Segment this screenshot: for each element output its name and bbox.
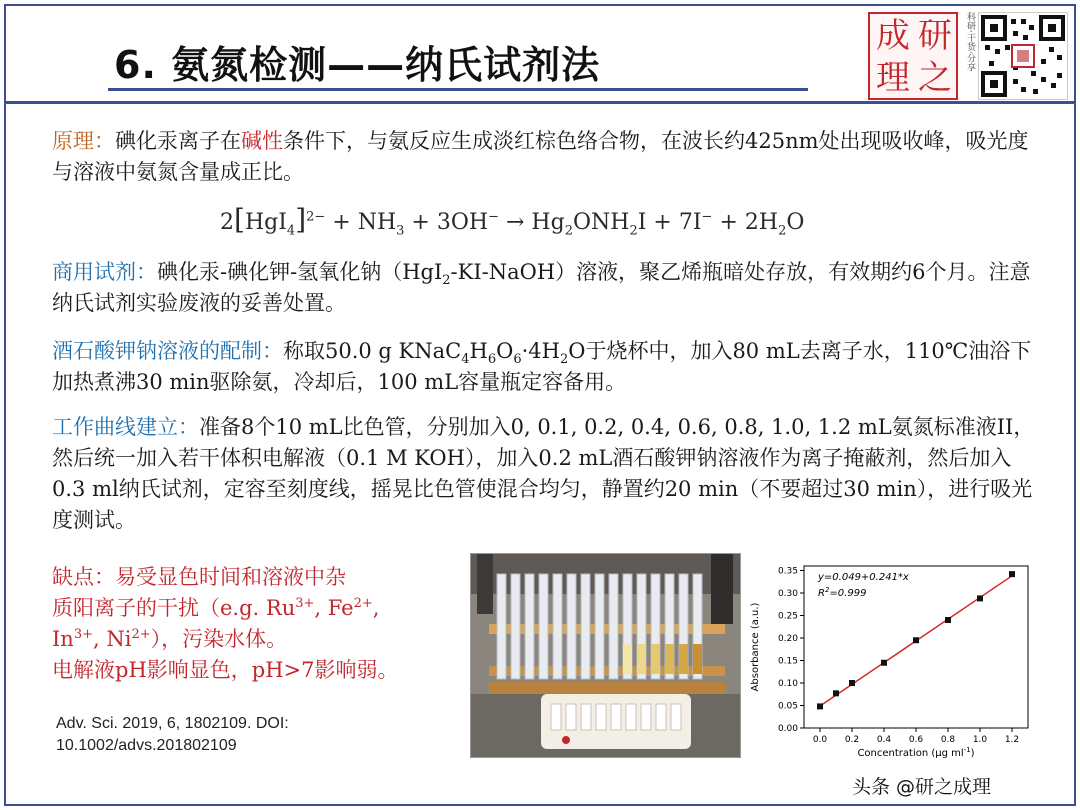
curve-text: 准备8个10 mL比色管，分别加入0, 0.1, 0.2, 0.4, 0.6, 0.8, 1.0, 1.2 mL氨氮标准液II，然后统一加入若干体积电解液（0.1 M KOH），加入0.2 mL酒石酸钾钠溶液作为离子掩蔽剂，然后加入0.3 ml纳氏试剂，定容至刻度线，摇晃比色管使混合均匀，静置约20 min（不要超过30 min），进行吸光度测试。 [52, 415, 1035, 532]
data-point [913, 637, 919, 643]
drawback-line [52, 624, 472, 655]
x-tick-label: 0.8 [940, 735, 956, 745]
reference-line: 10.1002/advs.201802109 [56, 737, 237, 754]
eq-term: ONH [572, 210, 630, 235]
y-tick-label: 0.15 [777, 656, 798, 667]
calibration-chart [746, 558, 1038, 758]
eq-sub: 2 [629, 223, 638, 239]
data-point [881, 660, 887, 666]
brand-logo [868, 12, 958, 100]
logo-slogan: 科研·干货·分享 [965, 12, 975, 72]
x-tick-label: 0.0 [812, 735, 828, 745]
eq-term: + NH [325, 210, 397, 235]
drawback-text: In [52, 627, 74, 651]
reference-citation [56, 713, 289, 757]
eq-sub: 2 [778, 223, 787, 239]
calibration-chart-svg [746, 558, 1038, 758]
tartrate-label: 酒石酸钾钠溶液的配制： [52, 339, 283, 363]
principle-highlight: 碱性 [241, 129, 283, 153]
y-tick-label: 0.25 [777, 611, 798, 622]
data-point [977, 595, 983, 601]
reagent-sub: 2 [442, 273, 451, 289]
drawback-text: , Ni [93, 627, 132, 651]
x-tick-label: 1.2 [1004, 735, 1020, 745]
reference-line: Adv. Sci. 2019, 6, 1802109. DOI: [56, 715, 289, 732]
eq-term: I + 7I [637, 210, 702, 235]
reaction-equation: $2[HgI_4]^{2-} + NH_3 + 3OH^- \to Hg_2ONH_2I + 7I^- + 2H_2O$ [220, 203, 805, 239]
x-tick-label: 0.6 [908, 735, 924, 745]
drawback-block [52, 562, 472, 686]
eq-charge: − [488, 209, 499, 225]
eq-hgi4: HgI [244, 210, 287, 235]
y-tick-label: 0.20 [777, 634, 798, 644]
y-tick-label: 0.05 [777, 701, 798, 712]
colorimetric-tubes-photo [470, 553, 741, 758]
data-point [833, 690, 839, 696]
principle-text-b: 条件下，与氨反应生成淡红棕色络合物，在波长约425nm处出现吸收峰，吸光度与溶液中氨氮含量成正比。 [52, 129, 1029, 184]
drawback-sup: 2+ [131, 627, 151, 642]
data-point [817, 703, 823, 709]
drawback-text: 质阳离子的干扰（e.g. Ru [52, 596, 296, 620]
tartrate-sub: 6 [513, 352, 522, 368]
drawback-text: ），污染水体。 [150, 627, 288, 651]
x-axis-label: Concentration (μg $ml^{-1}$) [857, 746, 975, 758]
tartrate-sub: 6 [487, 352, 497, 368]
tartrate-text: O [496, 339, 514, 363]
tartrate-sub: 4 [461, 352, 470, 368]
drawback-sup: 2+ [353, 596, 373, 611]
reagent-text-a: 碘化汞-碘化钾-氢氧化钠（HgI [157, 260, 443, 284]
y-tick-label: 0.00 [777, 724, 798, 734]
r-squared: $R^2=0.999$ [818, 586, 867, 599]
drawback-line: 缺点：易受显色时间和溶液中杂 [52, 565, 346, 589]
drawback-text: , Fe [314, 596, 354, 620]
tartrate-text: O于烧杯中，加入80 mL去离子水，110℃油浴下加热煮沸30 min驱除氨，冷却后，100 mL容量瓶定容备用。 [52, 339, 1032, 394]
eq-term: + 2H [712, 210, 779, 235]
eq-term: + 3OH [404, 210, 489, 235]
eq-term: O [786, 210, 805, 235]
tartrate-text: 称取50.0 g KNaC [283, 339, 462, 363]
reagent-text-b: -KI-NaOH）溶液，聚乙烯瓶暗处存放，有效期约6个月。注意纳氏试剂实验废液的妥善处置。 [52, 260, 1031, 315]
x-tick-label: 1.0 [972, 735, 988, 745]
data-point [849, 680, 855, 686]
eq-sub: 2 [564, 223, 573, 239]
fit-equation: y=0.049+0.241*x [818, 572, 909, 583]
y-tick-label: 0.35 [777, 566, 798, 577]
curve-paragraph [52, 412, 1042, 536]
principle-paragraph [52, 126, 1042, 188]
drawback-sup: 3+ [295, 596, 315, 611]
drawback-text: , [372, 596, 380, 620]
eq-term: Hg [531, 210, 565, 235]
drawback-line: 电解液pH影响显色，pH>7影响弱。 [52, 658, 399, 682]
page-title: 6. 氨氮检测——纳氏试剂法 [114, 43, 601, 87]
footer-watermark: 头条 @研之成理 [852, 776, 992, 798]
reagent-paragraph [52, 257, 1042, 319]
logo-char: 成 [876, 16, 910, 56]
eq-charge: 2− [306, 209, 326, 225]
title-underline [108, 88, 808, 91]
eq-coef: 2 [220, 210, 234, 235]
eq-charge: − [701, 209, 713, 225]
eq-sub: 4 [286, 223, 296, 239]
x-tick-label: 0.4 [876, 735, 892, 745]
data-point [1009, 571, 1015, 577]
x-tick-label: 0.2 [844, 735, 860, 745]
drawback-line [52, 593, 472, 624]
drawback-sup: 3+ [73, 627, 93, 642]
y-axis-label: Absorbance (a.u.) [750, 602, 761, 692]
principle-text-a: 碘化汞离子在 [115, 129, 241, 153]
data-point [945, 617, 951, 623]
logo-char: 之 [918, 58, 952, 98]
y-tick-label: 0.30 [777, 589, 798, 599]
logo-char: 理 [876, 58, 910, 98]
eq-sub: 3 [396, 223, 405, 239]
principle-label: 原理： [52, 129, 115, 153]
tartrate-paragraph [52, 336, 1042, 398]
logo-char: 研 [918, 16, 952, 56]
tartrate-text: H [469, 339, 488, 363]
tartrate-text: ·4H [521, 339, 560, 363]
y-tick-label: 0.10 [777, 679, 798, 689]
curve-label: 工作曲线建立： [52, 415, 199, 439]
reagent-label: 商用试剂： [52, 260, 157, 284]
tartrate-sub: 2 [559, 352, 569, 368]
qr-code-icon [978, 12, 1068, 100]
eq-arrow: → [498, 210, 532, 235]
